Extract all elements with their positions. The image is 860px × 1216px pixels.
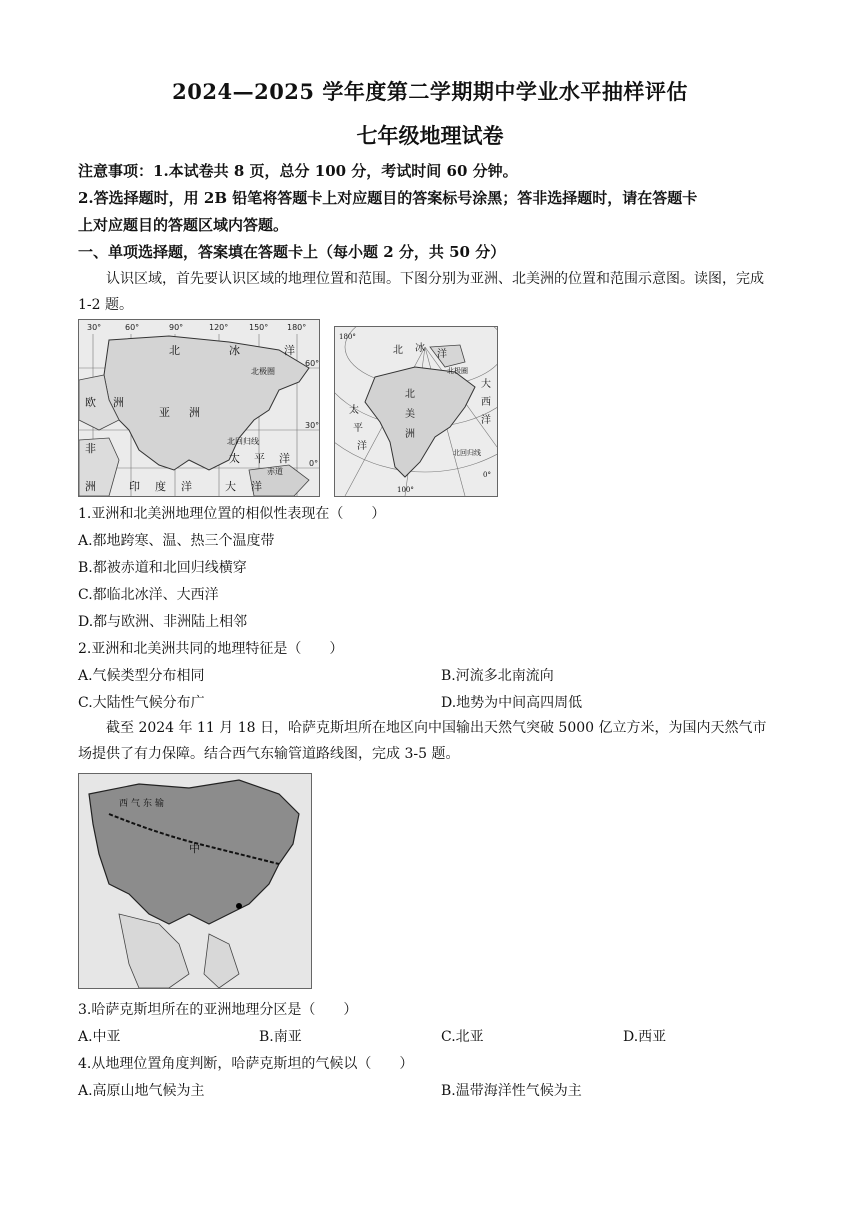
asia-map-image <box>78 319 320 497</box>
na-map-label: 北回归线 <box>453 449 481 457</box>
asia-map-label: 太 <box>229 452 240 465</box>
question-3-option-b: B.南亚 <box>259 1029 302 1045</box>
west-east-pipeline-map-image <box>78 773 312 989</box>
question-1-stem: 1.亚洲和北美洲地理位置的相似性表现在（ ） <box>78 506 386 522</box>
north-america-map-drawing <box>335 327 497 496</box>
question-2-stem: 2.亚洲和北美洲共同的地理特征是（ ） <box>78 641 344 657</box>
asia-map-label: 洋 <box>251 480 262 493</box>
na-map-label: 北 <box>393 345 403 356</box>
question-1-option-a: A.都地跨寒、温、热三个温度带 <box>78 533 275 549</box>
question-3-option-d: D.西亚 <box>623 1029 667 1045</box>
question-3-option-a: A.中亚 <box>78 1029 121 1045</box>
notes-line-1: 注意事项：1.本试卷共 8 页，总分 100 分，考试时间 60 分钟。 <box>78 162 518 180</box>
question-2-option-d: D.地势为中间高四周低 <box>441 695 583 711</box>
asia-lon-label: 60° <box>125 323 140 332</box>
north-america-map-image <box>334 326 498 497</box>
pipeline-map-label: 西 <box>119 799 129 809</box>
question-2-option-c: C.大陆性气候分布广 <box>78 695 205 711</box>
asia-map-label: 冰 <box>229 344 240 357</box>
question-1-option-c: C.都临北冰洋、大西洋 <box>78 587 219 603</box>
question-2-option-b: B.河流多北南流向 <box>441 668 554 684</box>
na-map-label: 太 <box>349 405 359 416</box>
na-map-label: 冰 <box>415 343 425 354</box>
asia-map-label: 北 <box>169 344 180 357</box>
asia-lat-label: 0° <box>309 459 319 468</box>
asia-lon-label: 30° <box>87 323 102 332</box>
question-4-option-b: B.温带海洋性气候为主 <box>441 1083 582 1099</box>
na-map-label: 大 <box>481 379 491 390</box>
na-map-label: 洋 <box>357 441 367 452</box>
exam-subtitle: 七年级地理试卷 <box>356 123 504 148</box>
asia-map-label: 北回归线 <box>227 437 259 446</box>
question-3-stem: 3.哈萨克斯坦所在的亚洲地理分区是（ ） <box>78 1002 358 1018</box>
asia-lat-label: 30° <box>305 421 319 430</box>
asia-lon-label: 90° <box>169 323 184 332</box>
asia-map-drawing <box>79 320 319 496</box>
asia-map-label: 北极圈 <box>251 367 275 376</box>
asia-map-label: 洋 <box>181 480 192 493</box>
question-4-option-a: A.高原山地气候为主 <box>78 1083 205 1099</box>
pipeline-map-label: 输 <box>155 799 165 809</box>
question-3-option-c: C.北亚 <box>441 1029 484 1045</box>
exam-title: 2024—2025 学年度第二学期期中学业水平抽样评估 <box>172 79 688 104</box>
asia-map-label: 洲 <box>85 480 96 493</box>
asia-lon-label: 150° <box>249 323 269 332</box>
pipeline-map-label: 中 <box>189 842 200 855</box>
pipeline-map-label: 气 <box>131 799 141 809</box>
question-2-option-a: A.气候类型分布相同 <box>78 668 205 684</box>
notes-line-2: 2.答选择题时，用 2B 铅笔将答题卡上对应题目的答案标号涂黑；答非选择题时，请在答题卡 <box>78 189 698 207</box>
asia-map-label: 平 <box>254 452 265 465</box>
na-map-label: 洲 <box>405 429 415 440</box>
na-map-label: 0° <box>483 471 491 479</box>
question-4-stem: 4.从地理位置角度判断，哈萨克斯坦的气候以（ ） <box>78 1056 414 1072</box>
na-map-label: 北极圈 <box>447 367 468 375</box>
na-map-label: 北 <box>405 389 415 400</box>
na-map-label: 洋 <box>481 415 491 426</box>
na-map-label: 西 <box>481 397 491 408</box>
asia-map-label: 度 <box>155 480 166 493</box>
asia-map-label: 洲 <box>189 406 200 419</box>
question-1-option-b: B.都被赤道和北回归线横穿 <box>78 560 247 576</box>
na-map-label: 美 <box>405 409 415 420</box>
notes-line-3: 上对应题目的答题区域内答题。 <box>78 216 289 234</box>
na-map-label: 180° <box>339 333 356 341</box>
asia-map-label: 欧 <box>85 396 96 409</box>
na-map-label: 平 <box>353 423 363 434</box>
asia-lon-label: 120° <box>209 323 229 332</box>
pipeline-map-drawing <box>79 774 311 988</box>
asia-map-label: 洋 <box>279 452 290 465</box>
asia-map-label: 洋 <box>284 344 295 357</box>
asia-map-label: 洲 <box>113 396 124 409</box>
asia-map-label: 亚 <box>159 406 170 419</box>
asia-lon-label: 180° <box>287 323 307 332</box>
asia-map-label: 大 <box>225 480 236 493</box>
asia-map-label: 赤道 <box>267 467 283 476</box>
asia-map-label: 非 <box>85 442 96 455</box>
question-1-option-d: D.都与欧洲、非洲陆上相邻 <box>78 614 248 630</box>
pipeline-map-label: 东 <box>143 799 153 809</box>
asia-lat-label: 60° <box>305 359 319 368</box>
na-map-label: 洋 <box>437 349 447 360</box>
asia-map-label: 印 <box>129 480 140 493</box>
na-map-label: 100° <box>397 486 414 494</box>
intro-paragraph-2: 截至 2024 年 11 月 18 日，哈萨克斯坦所在地区向中国输出天然气突破 5000 亿立方米，为国内天然气市场提供了有力保障。结合西气东输管道路线图，完成 3-5 题。 <box>78 720 767 762</box>
intro-paragraph-1: 认识区域，首先要认识区域的地理位置和范围。下图分别为亚洲、北美洲的位置和范围示意图。读图，完成 1-2 题。 <box>78 271 764 313</box>
section-heading: 一、单项选择题，答案填在答题卡上（每小题 2 分，共 50 分） <box>78 243 506 261</box>
